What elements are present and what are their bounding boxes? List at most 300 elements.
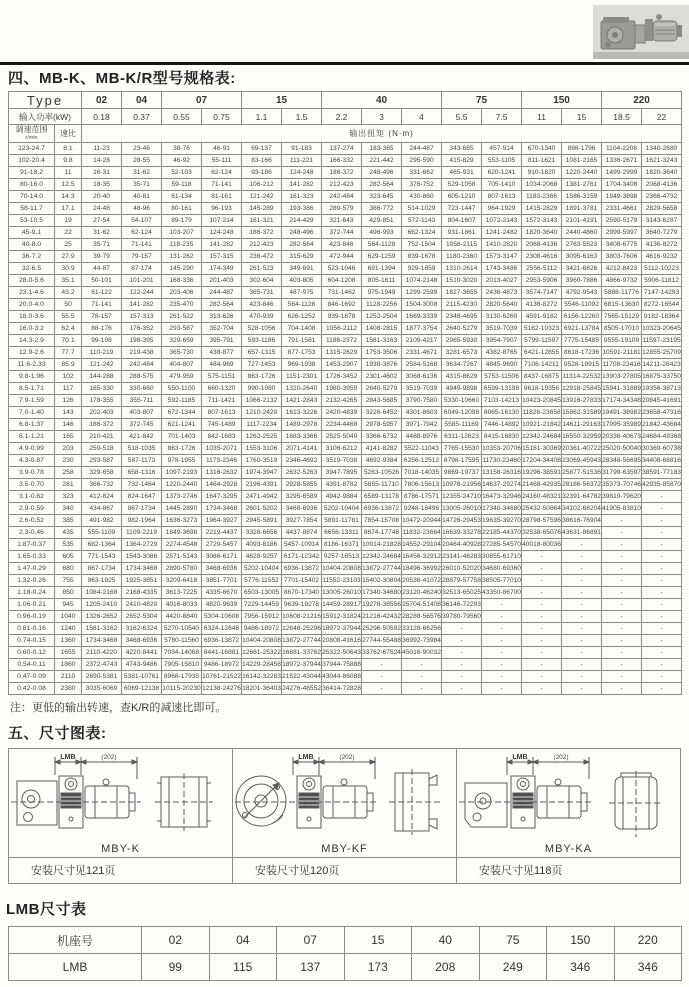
torque-cell: 1072-2143 — [482, 215, 522, 227]
torque-cell: 2590-5179 — [602, 215, 642, 227]
torque-cell: - — [642, 599, 682, 611]
torque-cell: 839-1678 — [402, 251, 442, 263]
torque-header: 输出扭矩 (N·m) — [82, 125, 682, 143]
torque-cell: 8798-17595 — [442, 455, 482, 467]
torque-cell: 2346-4692 — [282, 455, 322, 467]
ratio-cell: 11 — [55, 167, 82, 179]
torque-cell: 35-71 — [122, 179, 162, 191]
torque-cell: 4942-9884 — [322, 491, 362, 503]
torque-cell: 434-867 — [82, 503, 122, 515]
ratio-cell: 605 — [55, 551, 82, 563]
torque-cell: 3519-7039 — [402, 383, 442, 395]
ratio-cell: 340 — [55, 503, 82, 515]
torque-cell: 202-403 — [82, 407, 122, 419]
torque-cell: 3947-7895 — [322, 467, 362, 479]
torque-cell: 38-76 — [162, 143, 202, 155]
torque-cell: 931-1861 — [442, 227, 482, 239]
ratio-cell: 143 — [55, 407, 82, 419]
torque-cell: 3421-6826 — [562, 263, 602, 275]
torque-cell: 18972-37944 — [282, 659, 322, 671]
torque-cell: 18496-36992 — [402, 563, 442, 575]
spec-row — [9, 431, 682, 443]
torque-cell: 25877-51536 — [562, 467, 602, 479]
torque-cell: 39-79 — [82, 251, 122, 263]
torque-cell: 10323-20645 — [642, 323, 682, 335]
ratio-cell: 19 — [55, 215, 82, 227]
spec-row — [9, 263, 682, 275]
torque-cell: 248-496 — [282, 227, 322, 239]
torque-cell: 807-1613 — [202, 407, 242, 419]
torque-cell: 4866-9732 — [602, 275, 642, 287]
torque-cell: 1183-2366 — [522, 191, 562, 203]
spec-row — [9, 347, 682, 359]
torque-cell: 8505-17010 — [602, 323, 642, 335]
speed-range-cell: 0.96-0.19 — [9, 611, 55, 623]
torque-cell: 141-282 — [282, 179, 322, 191]
torque-cell: 212-423 — [242, 239, 282, 251]
torque-cell: 71-141 — [82, 299, 122, 311]
torque-cell: 2556-5112 — [522, 263, 562, 275]
torque-cell: 1081-2165 — [562, 155, 602, 167]
torque-cell: 1340-2680 — [642, 143, 682, 155]
torque-cell: 8186-16371 — [322, 539, 362, 551]
torque-cell: 1849-3698 — [162, 527, 202, 539]
torque-cell: - — [442, 683, 482, 695]
torque-cell: 5202-10404 — [322, 503, 362, 515]
torque-cell: 5585-11169 — [442, 419, 482, 431]
torque-cell: 16639-33278 — [442, 527, 482, 539]
torque-cell: 395-791 — [202, 335, 242, 347]
torque-cell: 6171-12342 — [282, 551, 322, 563]
torque-cell: 12918-25845 — [562, 383, 602, 395]
torque-cell: 11832-23664 — [402, 527, 442, 539]
torque-cell: 7854-15708 — [362, 515, 402, 527]
torque-cell: 34408-68816 — [642, 455, 682, 467]
torque-cell: 1299-2599 — [402, 287, 442, 299]
torque-cell: 4845-9690 — [482, 359, 522, 371]
torque-cell: 6936-13872 — [202, 635, 242, 647]
torque-cell: 203-406 — [162, 287, 202, 299]
torque-cell: 44-87 — [82, 263, 122, 275]
spec-row — [9, 275, 682, 287]
torque-cell: 24276-48552 — [282, 683, 322, 695]
torque-cell: 99-198 — [82, 335, 122, 347]
torque-cell: 1581-3162 — [82, 623, 122, 635]
torque-cell: 1241-2482 — [482, 227, 522, 239]
torque-cell: 193-386 — [282, 203, 322, 215]
mby-k-drawing — [9, 749, 231, 841]
spec-row — [9, 359, 682, 371]
torque-cell: 1553-3106 — [242, 443, 282, 455]
torque-cell: 46-91 — [202, 143, 242, 155]
torque-cell: 430-860 — [402, 191, 442, 203]
torque-cell: 31799-63597 — [602, 467, 642, 479]
torque-cell: 13005-26010 — [322, 587, 362, 599]
torque-cell: 10423-20845 — [522, 395, 562, 407]
torque-cell: 5304-10608 — [202, 611, 242, 623]
torque-cell: 3851-7701 — [202, 575, 242, 587]
torque-cell: 14-28 — [82, 155, 122, 167]
torque-cell: 24160-48321 — [522, 491, 562, 503]
lmb-dim-value: 99 — [142, 954, 210, 981]
torque-cell: 1572-3143 — [522, 215, 562, 227]
torque-cell: 6589-13178 — [362, 491, 402, 503]
torque-cell: 1128-2256 — [362, 299, 402, 311]
torque-cell: - — [642, 635, 682, 647]
torque-cell: - — [442, 635, 482, 647]
torque-cell: - — [562, 539, 602, 551]
torque-cell: 355-711 — [122, 395, 162, 407]
torque-cell: 12342-24684 — [362, 551, 402, 563]
torque-cell: 289-579 — [322, 203, 362, 215]
torque-cell: 1421-2843 — [282, 395, 322, 407]
torque-cell: 2068-4136 — [522, 239, 562, 251]
torque-cell: 329-658 — [82, 467, 122, 479]
torque-cell: 87-174 — [122, 263, 162, 275]
torque-cell: 5799-11597 — [522, 335, 562, 347]
section4-title: 四、MB-K、MB-K/R型号规格表: — [8, 70, 236, 87]
torque-cell: 1210-2420 — [242, 407, 282, 419]
torque-cell: 7775-15485 — [562, 335, 602, 347]
torque-cell: 1734-3468 — [202, 503, 242, 515]
torque-cell: 964-1929 — [482, 203, 522, 215]
torque-cell: 261-522 — [162, 311, 202, 323]
torque-cell: 1820-3640 — [642, 167, 682, 179]
ratio-cell: 22 — [55, 227, 82, 239]
torque-cell: 15912-31824 — [322, 611, 362, 623]
torque-cell: - — [602, 611, 642, 623]
torque-cell: 244-487 — [202, 287, 242, 299]
torque-cell: 723-1447 — [442, 203, 482, 215]
torque-cell: - — [562, 575, 602, 587]
torque-cell: 2525-5049 — [322, 431, 362, 443]
torque-cell: 3295-6589 — [282, 491, 322, 503]
torque-cell: 331-662 — [402, 167, 442, 179]
torque-cell: 484-969 — [202, 359, 242, 371]
torque-cell: 8670-17340 — [282, 587, 322, 599]
torque-cell: 423-846 — [322, 239, 362, 251]
speed-range-cell: 58-11.7 — [9, 203, 55, 215]
torque-cell: 1310-2614 — [442, 263, 482, 275]
torque-cell: 9486-18972 — [242, 623, 282, 635]
torque-cell: 6256-12512 — [402, 455, 442, 467]
torque-cell: 14637-29274 — [482, 479, 522, 491]
torque-cell: - — [482, 635, 522, 647]
spec-row — [9, 515, 682, 527]
torque-cell: 88-176 — [82, 323, 122, 335]
lmb-size-value: 15 — [344, 927, 412, 954]
torque-cell: 3927-7854 — [282, 515, 322, 527]
torque-cell: 293-587 — [162, 323, 202, 335]
torque-cell: 13005-26010 — [442, 503, 482, 515]
torque-cell: 487-975 — [282, 287, 322, 299]
spec-table — [8, 91, 682, 695]
torque-cell: 3790-7580 — [402, 395, 442, 407]
torque-cell: 32538-65076 — [522, 527, 562, 539]
torque-cell: - — [522, 635, 562, 647]
ratio-cell: 50 — [55, 299, 82, 311]
torque-cell: 11730-23460 — [482, 455, 522, 467]
torque-cell: 242-484 — [122, 359, 162, 371]
torque-cell: 6324-12648 — [202, 623, 242, 635]
torque-cell: 111-221 — [282, 155, 322, 167]
torque-cell: 403-805 — [282, 275, 322, 287]
ratio-cell: 12.5 — [55, 179, 82, 191]
torque-cell: 6656-13311 — [322, 527, 362, 539]
torque-cell: 1613-3226 — [282, 407, 322, 419]
torque-cell: 711-1421 — [202, 395, 242, 407]
torque-cell: - — [522, 647, 562, 659]
torque-cell: - — [482, 671, 522, 683]
torque-cell: 20361-40722 — [562, 443, 602, 455]
ratio-cell: 850 — [55, 587, 82, 599]
torque-cell: 8874-17748 — [362, 527, 402, 539]
type-group-220: 220 — [602, 92, 682, 109]
torque-cell: 975-1949 — [362, 287, 402, 299]
speed-range-header — [9, 125, 55, 143]
torque-cell: 10914-21828 — [362, 539, 402, 551]
ratio-cell: 146 — [55, 419, 82, 431]
speed-range-cell: 3.1-0.62 — [9, 491, 55, 503]
speed-range-cell: 70-14.0 — [9, 191, 55, 203]
torque-cell: 550-1100 — [162, 383, 202, 395]
spec-row — [9, 287, 682, 299]
torque-cell: 1151-2301 — [282, 371, 322, 383]
torque-cell: 3468-6936 — [122, 635, 162, 647]
lmb-size-row — [9, 927, 682, 954]
torque-cell: 1056-2112 — [322, 323, 362, 335]
torque-cell: 2109-4217 — [402, 335, 442, 347]
torque-cell: 2410-4820 — [122, 599, 162, 611]
torque-cell: 404-807 — [162, 359, 202, 371]
torque-cell: 593-1186 — [242, 335, 282, 347]
torque-cell: 4391-8782 — [322, 479, 362, 491]
spec-row — [9, 563, 682, 575]
torque-cell: 727-1453 — [242, 359, 282, 371]
torque-cell: 71-141 — [202, 179, 242, 191]
ratio-cell: 126 — [55, 395, 82, 407]
torque-cell: 2999-5997 — [602, 227, 642, 239]
torque-cell: 682-1364 — [82, 539, 122, 551]
torque-cell: 2584-5168 — [402, 359, 442, 371]
torque-cell: 7147-14293 — [642, 287, 682, 299]
torque-cell: 9528-18915 — [562, 359, 602, 371]
torque-cell: 15181-30369 — [522, 443, 562, 455]
torque-cell: 30369-60738 — [642, 443, 682, 455]
torque-cell: - — [642, 587, 682, 599]
spec-row — [9, 599, 682, 611]
speed-range-cell: 2.3-0.46 — [9, 527, 55, 539]
torque-cell: 1186-2372 — [322, 335, 362, 347]
torque-cell: 12661-25322 — [242, 647, 282, 659]
torque-cell: 479-959 — [162, 371, 202, 383]
lmb-dim-label: LMB — [512, 754, 528, 761]
torque-cell: 1173-2346 — [202, 455, 242, 467]
torque-cell: 438-877 — [202, 347, 242, 359]
speed-range-label: 调速范围 — [15, 124, 48, 134]
speed-range-cell: 1.32-0.26 — [9, 575, 55, 587]
torque-cell: 592-1185 — [162, 395, 202, 407]
speed-range-cell: 12.9-2.6 — [9, 347, 55, 359]
top-divider-rule — [0, 62, 689, 65]
spec-table-type-row — [9, 92, 682, 109]
spec-row — [9, 155, 682, 167]
torque-cell: 2652-5304 — [122, 611, 162, 623]
torque-cell: 1074-2148 — [402, 275, 442, 287]
torque-cell: 2640-5279 — [362, 383, 402, 395]
speed-range-cell: 0.81-0.16 — [9, 623, 55, 635]
torque-cell: 2013-4027 — [482, 275, 522, 287]
lmb-dim-value: 173 — [344, 954, 412, 981]
torque-cell: 27285-54570 — [482, 539, 522, 551]
torque-cell: 1220-2440 — [562, 167, 602, 179]
torque-cell: - — [602, 575, 642, 587]
torque-cell: 282-564 — [202, 299, 242, 311]
torque-cell: 3328-6656 — [242, 527, 282, 539]
torque-cell: 20845-41691 — [642, 395, 682, 407]
torque-cell: 168-336 — [162, 275, 202, 287]
torque-cell: 14726-29453 — [442, 515, 482, 527]
torque-cell: 38591-77183 — [642, 467, 682, 479]
torque-cell: 9869-19737 — [442, 467, 482, 479]
torque-cell: 282-564 — [362, 179, 402, 191]
torque-cell: 6421-12855 — [522, 347, 562, 359]
torque-cell: 36414-72828 — [322, 683, 362, 695]
ratio-cell: 117 — [55, 383, 82, 395]
torque-cell: 1974-3947 — [242, 467, 282, 479]
torque-cell: - — [602, 647, 642, 659]
torque-cell: 10978-21956 — [442, 479, 482, 491]
torque-cell: 7103-14213 — [482, 395, 522, 407]
spec-row — [9, 371, 682, 383]
torque-cell: 472-944 — [322, 251, 362, 263]
torque-cell: 61-134 — [162, 191, 202, 203]
torque-cell: 7106-14211 — [522, 359, 562, 371]
torque-cell: 80-161 — [162, 203, 202, 215]
torque-cell: 293-587 — [82, 455, 122, 467]
torque-cell: - — [482, 599, 522, 611]
torque-cell: 621-1241 — [162, 419, 202, 431]
torque-cell: 83-166 — [242, 155, 282, 167]
torque-cell: - — [642, 563, 682, 575]
torque-cell: 10404-20808 — [242, 635, 282, 647]
torque-cell: 804-1607 — [442, 215, 482, 227]
torque-cell: - — [482, 659, 522, 671]
torque-cell: 3519-7038 — [322, 455, 362, 467]
speed-range-cell: 32-6.5 — [9, 263, 55, 275]
torque-cell: 6936-13872 — [282, 563, 322, 575]
torque-cell: 10591-21181 — [602, 347, 642, 359]
torque-cell: 1262-2525 — [242, 431, 282, 443]
torque-cell: - — [562, 551, 602, 563]
torque-cell: 5263-10526 — [362, 467, 402, 479]
torque-cell: 3086-6171 — [202, 551, 242, 563]
spec-table-subheader-row — [9, 125, 682, 143]
torque-cell: 25020-50040 — [602, 443, 642, 455]
torque-cell: 929-1859 — [402, 263, 442, 275]
torque-cell: 23658-47316 — [642, 407, 682, 419]
torque-cell: 48-96 — [122, 203, 162, 215]
torque-cell: 605-1210 — [442, 191, 482, 203]
torque-cell: - — [402, 683, 442, 695]
torque-cell: 1499-2999 — [602, 167, 642, 179]
torque-cell: 2301-4602 — [362, 371, 402, 383]
torque-cell: 2331-4661 — [602, 203, 642, 215]
install-note-mby-k: 安装尺寸见121页 — [9, 856, 233, 883]
torque-cell: 10353-20706 — [482, 443, 522, 455]
torque-cell: 10472-20944 — [402, 515, 442, 527]
ratio-cell: 230 — [55, 455, 82, 467]
torque-cell: - — [562, 611, 602, 623]
torque-cell: - — [562, 659, 602, 671]
torque-cell: 1734-3468 — [122, 563, 162, 575]
torque-cell: 19356-38713 — [642, 383, 682, 395]
torque-cell: 898-1796 — [562, 143, 602, 155]
torque-cell: 6503-13005 — [242, 587, 282, 599]
torque-cell: 9639-19278 — [282, 599, 322, 611]
torque-cell: 9555-19109 — [602, 335, 642, 347]
torque-cell: 21468-42935 — [522, 479, 562, 491]
torque-cell: 564-1128 — [362, 239, 402, 251]
torque-cell: 11314-22532 — [562, 371, 602, 383]
torque-cell: 8065-16130 — [482, 407, 522, 419]
speed-range-cell: 4.9-0.99 — [9, 443, 55, 455]
torque-cell: 658-1316 — [122, 467, 162, 479]
lmb-dim-label: LMB — [298, 754, 314, 761]
torque-cell: 20464-40928 — [442, 539, 482, 551]
torque-cell: 1453-2907 — [322, 359, 362, 371]
torque-cell: 16473-32946 — [482, 491, 522, 503]
torque-cell: 1445-2890 — [162, 503, 202, 515]
ratio-cell: 85.9 — [55, 359, 82, 371]
torque-cell: 2953-5906 — [522, 275, 562, 287]
torque-cell: 14229-28458 — [242, 659, 282, 671]
torque-cell: 1104-2208 — [602, 143, 642, 155]
torque-cell: 2420-4839 — [322, 407, 362, 419]
torque-cell: 2110-4220 — [82, 647, 122, 659]
torque-cell: 93-186 — [242, 167, 282, 179]
torque-cell: 5162-10323 — [522, 323, 562, 335]
torque-cell: 288-575 — [122, 371, 162, 383]
speed-range-cell: 40-8.0 — [9, 239, 55, 251]
photo-shadow-strip — [593, 52, 689, 59]
spec-row — [9, 239, 682, 251]
ratio-cell: 203 — [55, 443, 82, 455]
torque-cell: 2132-4265 — [322, 395, 362, 407]
speed-range-cell: 1.06-0.21 — [9, 599, 55, 611]
torque-cell: 62-124 — [122, 227, 162, 239]
torque-cell: 7034-14068 — [162, 647, 202, 659]
torque-cell: 8415-16830 — [482, 431, 522, 443]
torque-cell: 978-1955 — [162, 455, 202, 467]
spec-row — [9, 527, 682, 539]
torque-cell: 372-745 — [122, 419, 162, 431]
torque-cell: 24684-49368 — [642, 431, 682, 443]
ratio-cell: 1655 — [55, 647, 82, 659]
torque-cell: 282-564 — [282, 239, 322, 251]
torque-cell: 5855-11710 — [362, 479, 402, 491]
torque-cell: 27744-55488 — [362, 635, 402, 647]
mby-kf-drawing — [233, 749, 455, 841]
ratio-cell: 35.1 — [55, 275, 82, 287]
torque-cell: 457-914 — [482, 143, 522, 155]
torque-cell: 415-829 — [442, 155, 482, 167]
ratio-cell: 14.3 — [55, 191, 82, 203]
torque-cell: - — [642, 515, 682, 527]
torque-cell: 403-807 — [122, 407, 162, 419]
torque-cell: - — [522, 683, 562, 695]
torque-cell: 110-219 — [82, 347, 122, 359]
